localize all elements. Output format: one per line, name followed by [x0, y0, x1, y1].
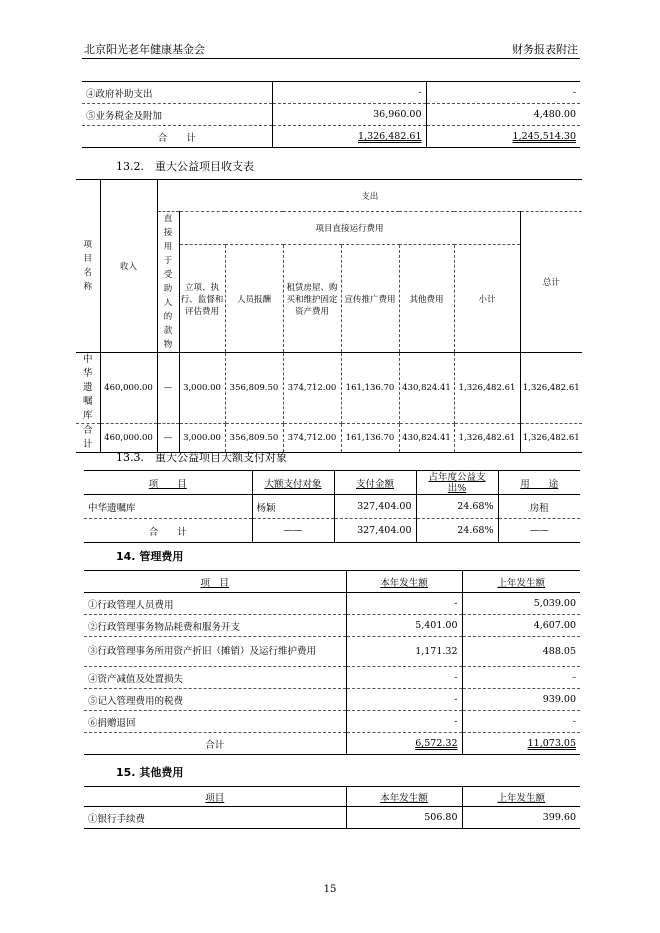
col-header-expense: 支出 — [157, 180, 582, 212]
admin-expense-table — [84, 570, 580, 755]
section-15-title: 15. 其他费用 — [116, 766, 184, 779]
total-previous: 11,073.05 — [527, 738, 576, 749]
cell: 374,712.00 — [283, 424, 341, 453]
table-row — [84, 689, 580, 711]
table-row — [76, 353, 582, 424]
section-13-3-title: 13.3. 重大公益项目大额支付对象 — [116, 451, 287, 464]
table-row — [82, 104, 580, 126]
cell: ①行政管理人员费用 — [84, 593, 346, 615]
cell: 161,136.70 — [341, 353, 399, 424]
cell: - — [346, 593, 462, 615]
total-row — [84, 733, 580, 755]
header-org: 北京阳光老年健康基金会 — [84, 43, 205, 56]
table-row — [84, 593, 580, 615]
table-row — [82, 82, 580, 104]
cell: 161,136.70 — [341, 424, 399, 453]
col-header: 本年发生额 — [380, 577, 428, 589]
header-doc-title: 财务报表附注 — [512, 43, 578, 56]
total-current: 1,326,482.61 — [358, 131, 422, 142]
current-value: - — [272, 82, 426, 104]
previous-value: 4,480.00 — [426, 104, 580, 126]
header-rule — [82, 58, 580, 59]
cell-total: 1,326,482.61 — [520, 353, 582, 424]
other-expense-table — [84, 786, 580, 829]
cell: 24.68% — [416, 519, 498, 543]
cell: ⑥捐赠退回 — [84, 711, 346, 733]
table-row — [84, 711, 580, 733]
col-header: 占年度公益支出% — [428, 471, 486, 494]
cell: ①银行手续费 — [84, 807, 346, 829]
col-header: 本年发生额 — [380, 792, 428, 804]
col-header-other: 其他费用 — [399, 245, 454, 353]
cell: 3,000.00 — [179, 424, 225, 453]
col-header: 项 目 — [200, 577, 229, 589]
table-row — [84, 637, 580, 667]
income: 460,000.00 — [100, 424, 157, 453]
current-value: 36,960.00 — [272, 104, 426, 126]
cell: - — [346, 711, 462, 733]
total-label: 合 计 — [82, 126, 272, 148]
cell: ③行政管理事务所用资产折旧（摊销）及运行维护费用 — [84, 637, 346, 667]
col-header: 上年发生额 — [497, 792, 545, 804]
cell: 327,404.00 — [334, 519, 416, 543]
cell: 1,171.32 — [346, 637, 462, 667]
row-label: ④政府补助支出 — [82, 82, 272, 104]
cell: 506.80 — [346, 807, 462, 829]
cell: ⑤记入管理费用的税费 — [84, 689, 346, 711]
cell: 中华遗嘱库 — [84, 495, 252, 519]
cell: - — [346, 689, 462, 711]
section-13-2-title: 13.2. 重大公益项目收支表 — [116, 160, 254, 173]
previous-value: - — [426, 82, 580, 104]
col-header-subtotal: 小计 — [454, 245, 520, 353]
cell: 房租 — [498, 495, 580, 519]
col-header: 大额支付对象 — [264, 478, 322, 490]
table-row — [84, 807, 580, 829]
col-header: 项 目 — [148, 478, 187, 490]
section-14-title: 14. 管理费用 — [116, 550, 184, 563]
cell: ②行政管理事务物品耗费和服务开支 — [84, 615, 346, 637]
direct: — — [157, 353, 179, 424]
cell: 5,039.00 — [462, 593, 580, 615]
col-header: 上年发生额 — [497, 577, 545, 589]
cell: —— — [529, 525, 549, 536]
total-row — [84, 519, 580, 543]
income: 460,000.00 — [100, 353, 157, 424]
cell: - — [462, 711, 580, 733]
top-table — [82, 81, 580, 148]
col-header: 用 途 — [520, 478, 559, 490]
col-header-salary: 人员报酬 — [225, 245, 283, 353]
cell: - — [462, 667, 580, 689]
cell: 1,326,482.61 — [454, 424, 520, 453]
cell: 399.60 — [542, 812, 576, 823]
cell: 3,000.00 — [179, 353, 225, 424]
cell: 4,607.00 — [462, 615, 580, 637]
major-project-table — [76, 179, 582, 453]
cell: 430,824.41 — [399, 353, 454, 424]
col-header-rent: 租赁房屋、购买和维护固定资产费用 — [283, 245, 341, 353]
col-header: 支付金额 — [355, 478, 394, 490]
cell-total: 1,326,482.61 — [522, 433, 580, 443]
table-row — [84, 667, 580, 689]
total-row — [82, 126, 580, 148]
large-payment-table — [84, 470, 580, 543]
table-row — [84, 615, 580, 637]
col-header-promo: 宣传推广费用 — [341, 245, 399, 353]
project-name: 中华遗嘱库 — [76, 353, 100, 424]
col-header: 项目 — [205, 792, 225, 804]
col-header-item: 项目名称 — [76, 180, 100, 353]
cell: 5,401.00 — [346, 615, 462, 637]
cell: 356,809.50 — [225, 424, 283, 453]
total-current: 6,572.32 — [415, 738, 458, 749]
row-label: ⑤业务税金及附加 — [82, 104, 272, 126]
cell: 939.00 — [462, 689, 580, 711]
page-number: 15 — [323, 884, 337, 895]
cell: —— — [252, 519, 334, 543]
project-name: 合计 — [76, 424, 100, 453]
col-header-income: 收入 — [100, 180, 157, 353]
cell: 356,809.50 — [225, 353, 283, 424]
cell: 430,824.41 — [399, 424, 454, 453]
table-row — [84, 495, 580, 519]
col-header-approval: 立项、执行、监督和评估费用 — [179, 245, 225, 353]
cell: ④资产减值及处置损失 — [84, 667, 346, 689]
col-header-direct: 直接用于受助人的款物 — [157, 212, 179, 353]
cell: 488.05 — [462, 637, 580, 667]
total-previous: 1,245,514.30 — [512, 131, 576, 142]
col-header-operation: 项目直接运行费用 — [179, 212, 520, 245]
direct: — — [157, 424, 179, 453]
cell: 24.68% — [416, 495, 498, 519]
col-header-total: 总计 — [520, 212, 582, 353]
cell: 杨颖 — [252, 495, 334, 519]
total-label: 合计 — [84, 733, 346, 755]
cell: 374,712.00 — [283, 353, 341, 424]
cell: 合 计 — [84, 519, 252, 543]
cell: - — [346, 667, 462, 689]
cell: 327,404.00 — [334, 495, 416, 519]
cell: 1,326,482.61 — [454, 353, 520, 424]
